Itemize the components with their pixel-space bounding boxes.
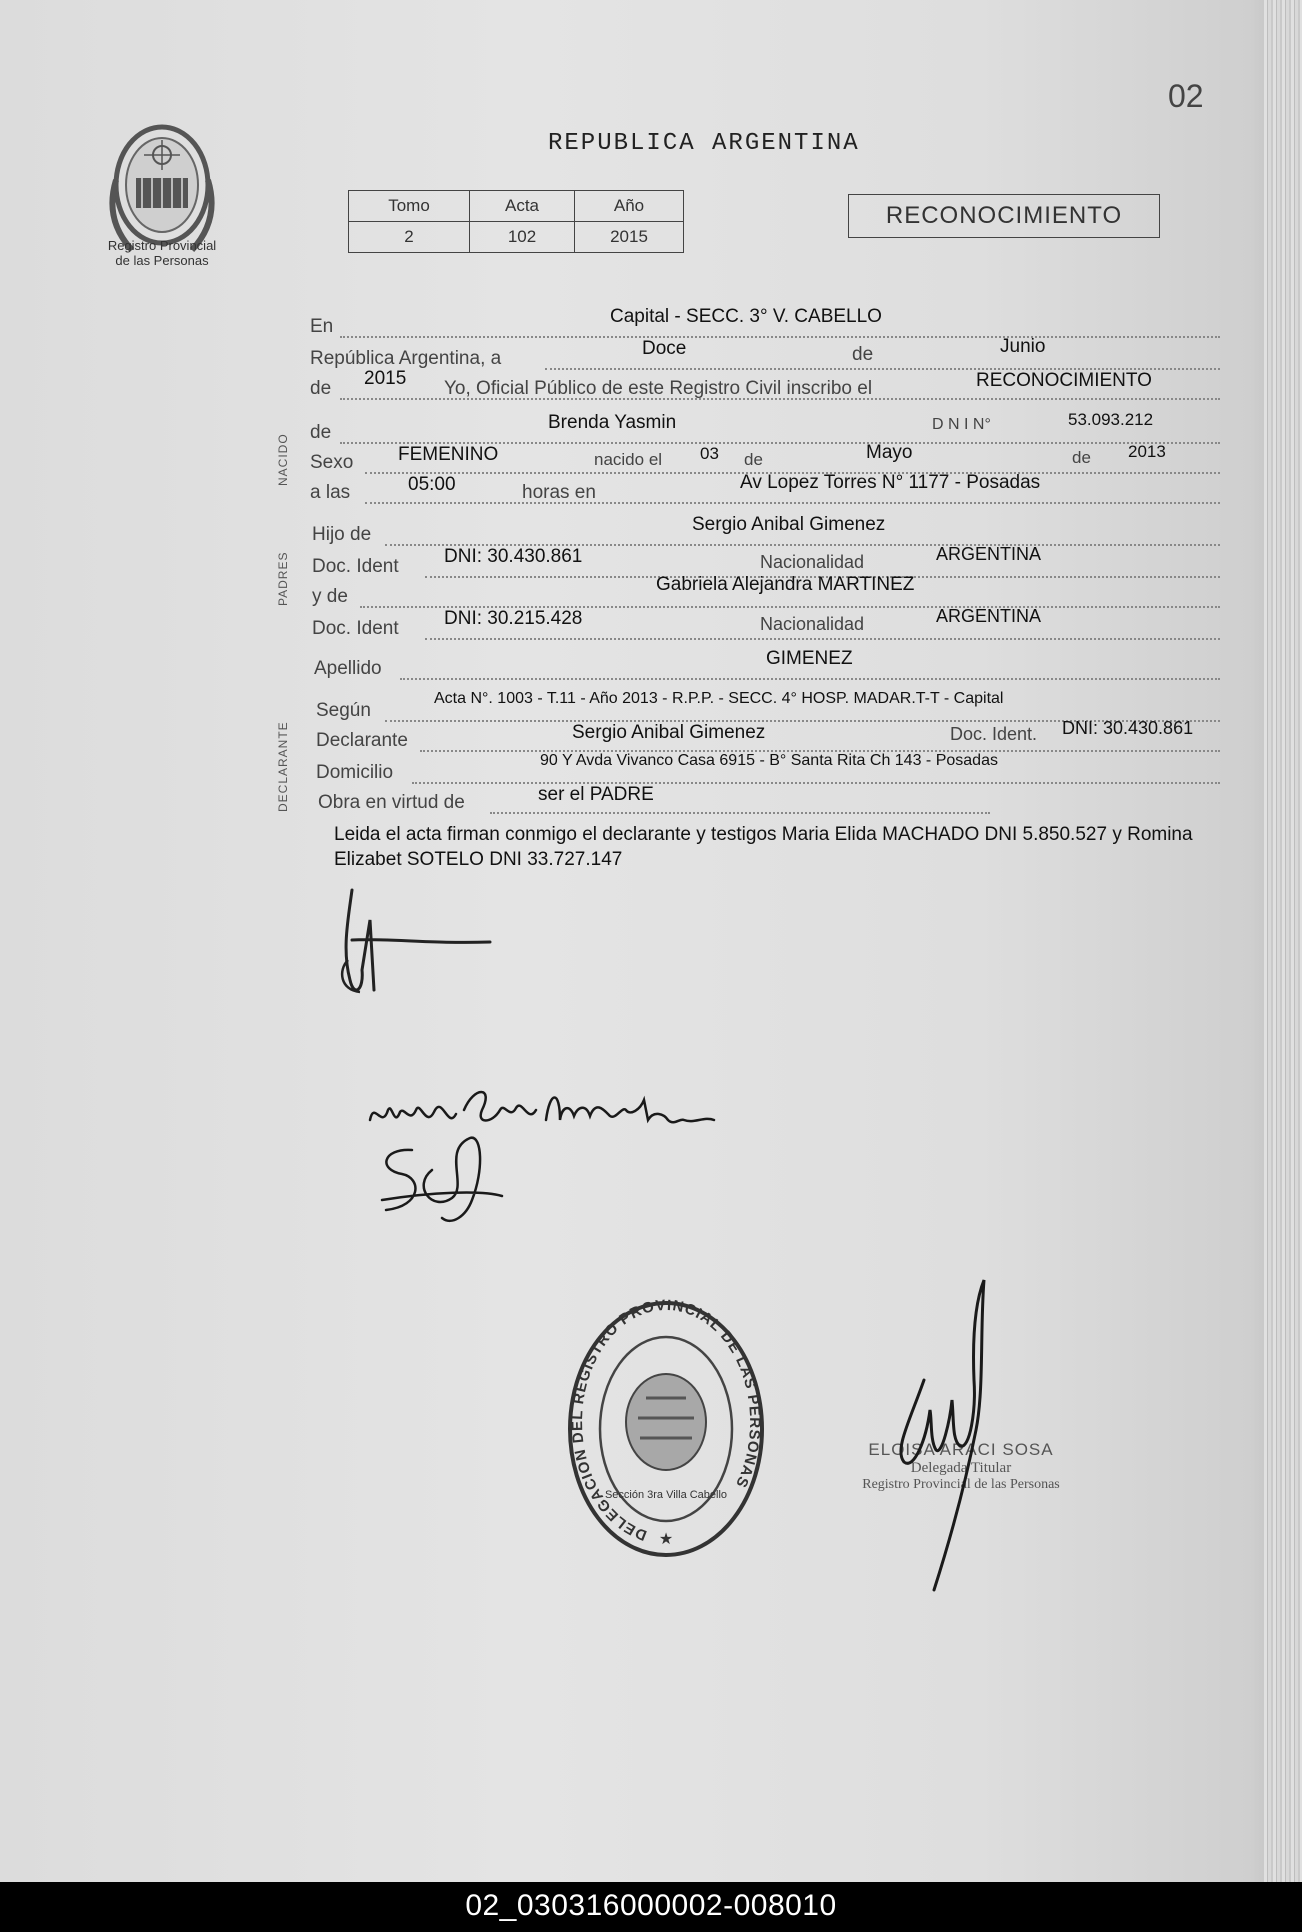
field-anio: 2015 bbox=[364, 368, 407, 389]
seal-inner-text: Sección 3ra Villa Cabello bbox=[604, 1489, 728, 1501]
label-segun: Según bbox=[316, 700, 371, 721]
logo-caption bbox=[82, 238, 242, 268]
field-apellido: GIMENEZ bbox=[766, 648, 853, 669]
closing-statement: Leida el acta firman conmigo el declarante y testigos Maria Elida MACHADO DNI 5.850.527 y Romina Elizabet SOTELO DNI 33.727.147 bbox=[334, 824, 1193, 870]
label-republica: República Argentina, a bbox=[310, 348, 502, 369]
official-signature bbox=[880, 1270, 1030, 1600]
anio-header: Año bbox=[575, 191, 684, 222]
label-hijo-de: Hijo de bbox=[312, 524, 372, 545]
field-dia: Doce bbox=[642, 338, 687, 359]
field-declarante: Sergio Anibal Gimenez bbox=[572, 722, 766, 743]
anio-value: 2015 bbox=[575, 222, 684, 253]
seal-star-icon: ★ bbox=[658, 1529, 674, 1548]
dotted-line bbox=[412, 782, 1220, 784]
official-role: Delegada Titular bbox=[910, 1460, 1012, 1476]
field-sexo: FEMENINO bbox=[398, 444, 499, 465]
field-dia-nac: 03 bbox=[700, 444, 719, 463]
field-madre: Gabriela Alejandra MARTINEZ bbox=[656, 574, 915, 595]
logo-caption-line2: de las Personas bbox=[115, 253, 209, 268]
label-sexo: Sexo bbox=[310, 452, 354, 473]
field-lugar: Capital - SECC. 3° V. CABELLO bbox=[610, 306, 882, 327]
seal-ring-text: DELEGACION DEL REGISTRO PROVINCIAL DE LAS PERSONAS bbox=[568, 1298, 764, 1544]
dotted-line bbox=[425, 638, 1220, 640]
field-mes-nac: Mayo bbox=[866, 442, 913, 463]
record-type-box: RECONOCIMIENTO bbox=[848, 194, 1160, 238]
section-label-nacido: NACIDO bbox=[276, 433, 290, 486]
field-dni: 53.093.212 bbox=[1068, 410, 1154, 429]
field-obra: ser el PADRE bbox=[538, 784, 654, 805]
field-padre-nacionalidad: ARGENTINA bbox=[936, 544, 1042, 564]
label-de-month: de bbox=[852, 344, 874, 365]
record-table-value-row bbox=[349, 222, 684, 253]
declarante-signature bbox=[330, 880, 510, 1010]
label-de-birth-year: de bbox=[1072, 448, 1091, 467]
page-edge-shadow bbox=[1262, 0, 1302, 1882]
section-label-padres: PADRES bbox=[276, 551, 290, 606]
dotted-line bbox=[400, 678, 1220, 680]
field-segun: Acta N°. 1003 - T.11 - Año 2013 - R.P.P. - SECC. 4° HOSP. MADAR.T-T - Capital bbox=[434, 690, 1004, 707]
acta-header: Acta bbox=[470, 191, 575, 222]
label-nacido-el: nacido el bbox=[594, 450, 663, 469]
label-nacionalidad-padre: Nacionalidad bbox=[760, 552, 865, 572]
official-seal bbox=[566, 1298, 766, 1560]
document-title: REPUBLICA ARGENTINA bbox=[548, 130, 860, 157]
field-declarante-doc: DNI: 30.430.861 bbox=[1062, 718, 1194, 738]
page-number: 02 bbox=[1168, 78, 1204, 114]
dotted-line bbox=[490, 812, 990, 814]
field-lugar-nac: Av Lopez Torres N° 1177 - Posadas bbox=[740, 472, 1041, 493]
label-declarante: Declarante bbox=[316, 730, 408, 751]
label-a-las: a las bbox=[310, 482, 351, 503]
tomo-header: Tomo bbox=[349, 191, 470, 222]
field-padre-doc: DNI: 30.430.861 bbox=[444, 546, 583, 567]
field-acto: RECONOCIMIENTO bbox=[976, 370, 1152, 391]
logo-caption-line1: Registro Provincial bbox=[107, 238, 217, 253]
section-label-declarante: DECLARANTE bbox=[276, 721, 290, 812]
file-id: 02_030316000002-008010 bbox=[465, 1889, 837, 1922]
acta-value: 102 bbox=[470, 222, 575, 253]
label-horas-en: horas en bbox=[522, 482, 596, 503]
record-table bbox=[348, 190, 684, 253]
label-apellido: Apellido bbox=[314, 658, 382, 679]
label-y-de: y de bbox=[312, 586, 348, 607]
field-nombre: Brenda Yasmin bbox=[548, 412, 677, 433]
field-hora: 05:00 bbox=[408, 474, 456, 495]
field-madre-doc: DNI: 30.215.428 bbox=[444, 608, 583, 629]
dotted-line bbox=[340, 336, 1220, 338]
label-de-year: de bbox=[310, 378, 332, 399]
label-doc-ident-padre: Doc. Ident bbox=[312, 556, 399, 577]
field-anio-nac: 2013 bbox=[1128, 442, 1166, 461]
field-padre: Sergio Anibal Gimenez bbox=[692, 514, 886, 535]
field-mes: Junio bbox=[1000, 336, 1046, 357]
label-de-birth-month: de bbox=[744, 450, 763, 469]
field-domicilio: 90 Y Avda Vivanco Casa 6915 - B° Santa Rita Ch 143 - Posadas bbox=[540, 752, 998, 769]
record-table-header-row bbox=[349, 191, 684, 222]
dotted-line bbox=[365, 502, 1220, 504]
label-dni: D N I N° bbox=[932, 416, 991, 433]
label-yo: Yo, Oficial Público de este Registro Civil inscribo el bbox=[444, 378, 873, 399]
official-name: ELOISA ARACI SOSA bbox=[868, 1440, 1054, 1459]
tomo-value: 2 bbox=[349, 222, 470, 253]
field-madre-nacionalidad: ARGENTINA bbox=[936, 606, 1042, 626]
sotelo-signature bbox=[372, 1130, 512, 1230]
label-nacionalidad-madre: Nacionalidad bbox=[760, 614, 865, 634]
label-en: En bbox=[310, 316, 334, 337]
label-de-name: de bbox=[310, 422, 332, 443]
label-doc-ident-madre: Doc. Ident bbox=[312, 618, 399, 639]
official-office: Registro Provincial de las Personas bbox=[862, 1477, 1060, 1492]
label-obra: Obra en virtud de bbox=[318, 792, 465, 813]
label-domicilio: Domicilio bbox=[316, 762, 394, 783]
label-doc-ident-declarante: Doc. Ident. bbox=[950, 724, 1038, 744]
